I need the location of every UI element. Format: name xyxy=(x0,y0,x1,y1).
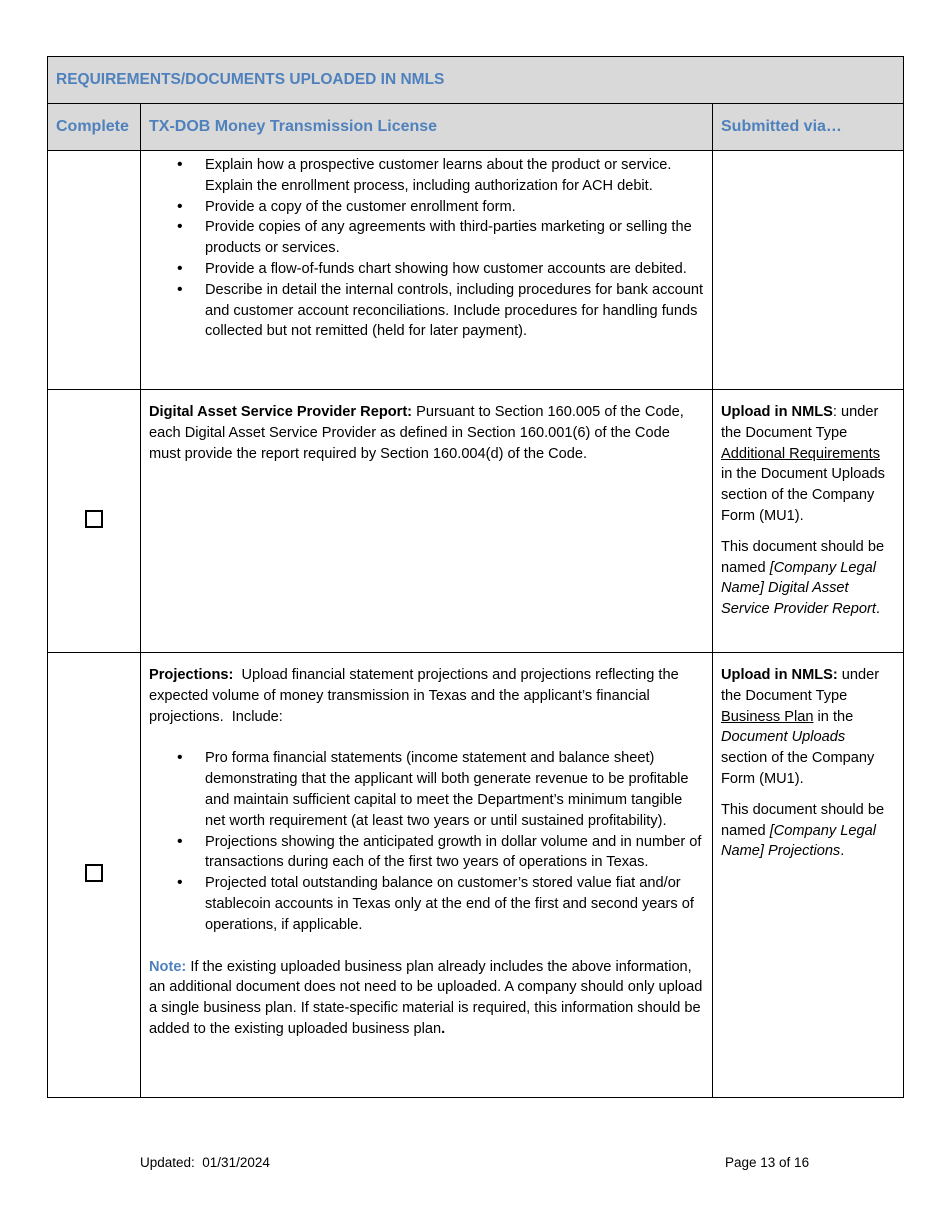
section-name: Document Uploads xyxy=(721,729,846,746)
list-item: • Provide a copy of the customer enrollment form. xyxy=(205,197,704,218)
list-item: • Projections showing the anticipated growth in dollar volume and in number of transactions during each of the first two years of operations in Texas. xyxy=(205,832,704,874)
column-header-submitted: Submitted via… xyxy=(713,104,904,151)
note-body: If the existing uploaded business plan already includes the above information, an additional document does not need to be uploaded. A company should only upload a single business plan. If state-specific material is required, this information should be added to the existing uploaded business plan xyxy=(149,958,703,1037)
list-item: • Explain how a prospective customer learns about the product or service. Explain the enrollment process, including authorization for ACH debit. xyxy=(205,155,704,197)
list-item: • Pro forma financial statements (income statement and balance sheet) demonstrating that the applicant will both generate revenue to be profitable and maintain sufficient capital to meet the Department’s minimum tangible net worth requirement (at least two years or until sustained profitability). xyxy=(205,748,704,831)
requirement-title: Digital Asset Service Provider Report: xyxy=(149,404,413,420)
submit-text: in the xyxy=(813,708,854,725)
list-item: • Describe in detail the internal controls, including procedures for bank account and customer account reconciliations. Include procedures for handling funds collected but not remitted (held for later payment). xyxy=(205,280,704,342)
note-end: . xyxy=(441,1020,446,1037)
list-item: • Projected total outstanding balance on customer’s stored value fiat and/or stablecoin accounts in Texas only at the end of the first and second years of operations, if applicable. xyxy=(205,873,704,935)
submitted-cell xyxy=(713,653,904,1098)
requirement-cell xyxy=(141,653,713,1098)
requirement-body: Pursuant to Section 160.005 of the Code, each Digital Asset Service Provider as defined in Section 160.001(6) of the Code must provide the report required by Section 160.004(d) of the Code. xyxy=(149,404,684,462)
list-item: • Provide copies of any agreements with third-parties marketing or selling the products or services. xyxy=(205,217,704,259)
table-row xyxy=(48,151,904,390)
document-name: [Company Legal Name] Projections xyxy=(721,822,876,860)
footer-updated: Updated: 01/31/2024 xyxy=(140,1155,270,1170)
requirement-paragraph xyxy=(149,665,704,727)
submit-text: section of the Company Form (MU1). xyxy=(721,750,875,787)
requirement-paragraph xyxy=(149,402,704,464)
naming-instructions xyxy=(721,537,895,620)
bullet-list xyxy=(149,748,704,935)
complete-cell-empty xyxy=(48,151,141,390)
naming-instructions xyxy=(721,800,895,862)
complete-checkbox[interactable] xyxy=(85,864,103,882)
complete-cell xyxy=(48,653,141,1098)
requirement-title: Projections: xyxy=(149,667,234,683)
naming-text: . xyxy=(840,843,845,860)
requirement-cell xyxy=(141,151,713,390)
document-type: Business Plan xyxy=(721,708,814,725)
requirements-table xyxy=(47,56,904,1098)
section-header-row xyxy=(48,57,904,104)
note-paragraph xyxy=(149,957,704,1040)
submitted-cell xyxy=(713,390,904,653)
footer-page-number: Page 13 of 16 xyxy=(725,1155,810,1170)
complete-checkbox[interactable] xyxy=(85,510,103,528)
naming-text: . xyxy=(875,601,880,618)
column-header-row xyxy=(48,104,904,151)
requirement-intro: Upload financial statement projections and projections reflecting the expected volume of money transmission in Texas and the applicant’s financial projections. Include: xyxy=(149,667,683,725)
table-row xyxy=(48,653,904,1098)
submit-text: in the Document Uploads section of the Company Form (MU1). xyxy=(721,466,885,524)
document-name: [Company Legal Name] Digital Asset Service Provider Report xyxy=(721,559,876,618)
requirement-cell xyxy=(141,390,713,653)
table-row xyxy=(48,390,904,653)
bullet-list xyxy=(149,155,704,342)
submit-text: under the Document Type xyxy=(721,667,880,704)
note-label: Note: xyxy=(149,958,187,975)
document-type: Additional Requirements xyxy=(721,445,880,462)
submit-instructions xyxy=(721,665,895,790)
section-title: REQUIREMENTS/DOCUMENTS UPLOADED IN NMLS xyxy=(48,57,904,104)
submitted-cell-empty xyxy=(713,151,904,390)
list-item: • Provide a flow-of-funds chart showing how customer accounts are debited. xyxy=(205,259,704,280)
naming-text: This document should be named xyxy=(721,538,885,576)
submit-label: Upload in NMLS xyxy=(721,404,833,420)
submit-label: Upload in NMLS: xyxy=(721,667,838,683)
submit-text: : under the Document Type xyxy=(721,404,879,441)
submit-instructions xyxy=(721,402,895,527)
column-header-license: TX-DOB Money Transmission License xyxy=(141,104,713,151)
complete-cell xyxy=(48,390,141,653)
column-header-complete: Complete xyxy=(48,104,141,151)
naming-text: This document should be named xyxy=(721,801,885,839)
